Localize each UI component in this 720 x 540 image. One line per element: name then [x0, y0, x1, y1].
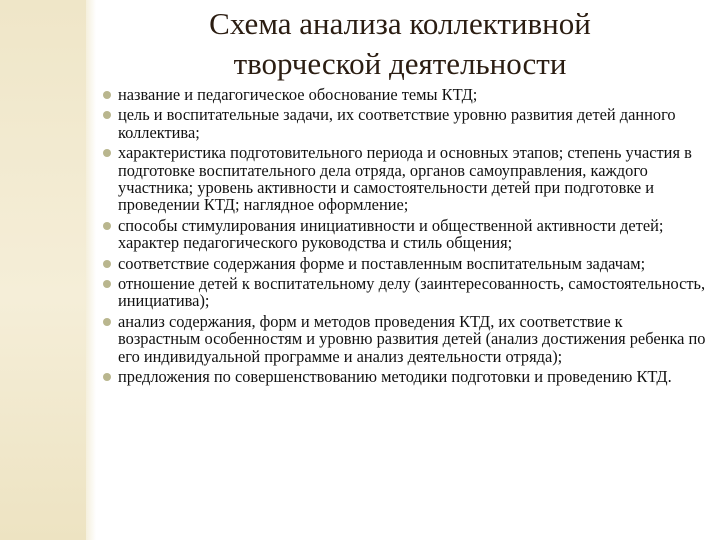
bullet-item-6: отношение детей к воспитательному делу (заинтересованность, самостоятельность, инициатива); [118, 275, 708, 310]
slide-title [100, 4, 700, 84]
bullet-item-4: способы стимулирования инициативности и общественной активности детей; характер педагогического руководства и стиль общения; [118, 217, 708, 252]
bullet-item-8: предложения по совершенствованию методики подготовки и проведению КТД. [118, 368, 708, 385]
bullet-item-5: соответствие содержания форме и поставленным воспитательным задачам; [118, 255, 708, 272]
bullet-item-2: цель и воспитательные задачи, их соответствие уровню развития детей данного коллектива; [118, 106, 708, 141]
slide-title-line-1: Схема анализа коллективной [209, 6, 591, 41]
decorative-side-panel [0, 0, 86, 540]
bullet-item-7: анализ содержания, форм и методов проведения КТД, их соответствие к возрастным особенностям и уровню развития детей (анализ достижения ребенка по его индивидуальной программе и анализ деятельности отряда); [118, 313, 708, 365]
bullet-list [118, 86, 708, 389]
bullet-item-3: характеристика подготовительного периода и основных этапов; степень участия в подготовке воспитательного дела отряда, органов самоуправления, каждого участника; уровень активности и самостоятельности детей при подготовке и проведении КТД; наглядное оформление; [118, 144, 708, 214]
slide-title-line-2: творческой деятельности [233, 46, 567, 81]
bullet-item-1: название и педагогическое обоснование темы КТД; [118, 86, 708, 103]
